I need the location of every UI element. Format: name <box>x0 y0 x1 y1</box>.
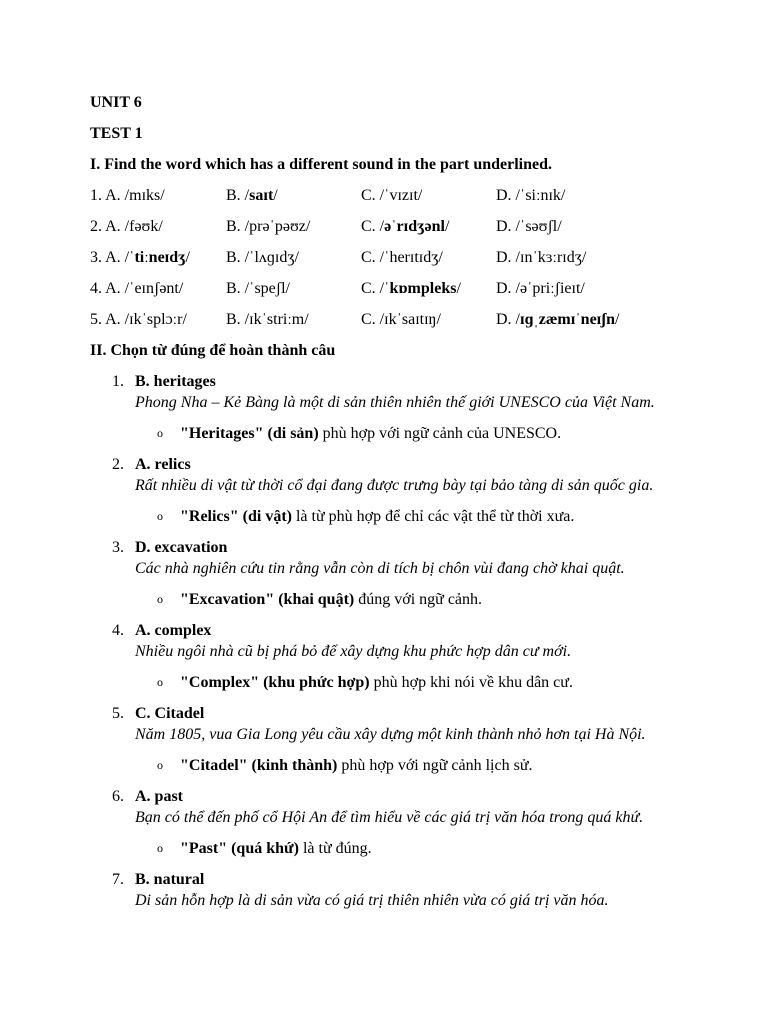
option-c: C. /ˈkɒmpleks/ <box>361 280 461 297</box>
item-sentence: Năm 1805, vua Gia Long yêu cầu xây dựng một kinh thành nhỏ hơn tại Hà Nội. <box>135 726 646 743</box>
option-b: B. /ˈlʌɡɪdʒ/ <box>226 249 299 266</box>
item-number: 7. <box>112 871 124 888</box>
section2-heading: II. Chọn từ đúng để hoàn thành câu <box>90 342 336 359</box>
highlighted-answer: əˈrɪdʒənl <box>384 218 445 235</box>
item-note: o "Excavation" (khai quật) đúng với ngữ cảnh. <box>157 591 483 608</box>
list-item <box>90 537 710 620</box>
item-sentence: Phong Nha – Kẻ Bàng là một di sản thiên nhiên thế giới UNESCO của Việt Nam. <box>135 394 655 411</box>
list-item <box>90 869 710 919</box>
item-sentence: Các nhà nghiên cứu tin rằng vẫn còn di tích bị chôn vùi đang chờ khai quật. <box>135 560 625 577</box>
option-d: D. /əˈpriːʃieɪt/ <box>496 280 585 297</box>
question-row <box>90 309 710 340</box>
option-d: D. /ɪnˈkɜːrɪdʒ/ <box>496 249 587 266</box>
item-note: o "Heritages" (di sản) phù hợp với ngữ cảnh của UNESCO. <box>157 425 562 442</box>
option-b: B. /ˈspeʃl/ <box>226 280 290 297</box>
item-sentence: Rất nhiều di vật từ thời cổ đại đang được trưng bày tại bảo tàng di sản quốc gia. <box>135 477 654 494</box>
option-a: 2. A. /fəʊk/ <box>90 218 163 235</box>
option-b: B. /ɪkˈstriːm/ <box>226 311 309 328</box>
item-number: 1. <box>112 373 124 390</box>
highlighted-answer: ɪɡˌzæmɪˈneɪʃn <box>520 311 615 328</box>
list-item <box>90 703 710 786</box>
answer-list <box>90 371 710 919</box>
item-note: o "Citadel" (kinh thành) phù hợp với ngữ cảnh lịch sử. <box>157 757 533 774</box>
item-answer: C. Citadel <box>135 705 205 722</box>
item-number: 5. <box>112 705 124 722</box>
highlighted-answer: kɒmpleks <box>389 280 457 297</box>
question-row <box>90 247 710 278</box>
unit-title: UNIT 6 <box>90 94 142 111</box>
option-c: C. /ˈvɪzɪt/ <box>361 187 423 204</box>
question-row <box>90 185 710 216</box>
option-a: 5. A. /ɪkˈsplɔːr/ <box>90 311 187 328</box>
list-item <box>90 620 710 703</box>
item-note: o "Past" (quá khứ) là từ đúng. <box>157 840 372 857</box>
item-answer: A. relics <box>135 456 191 473</box>
option-a: 3. A. /ˈtiːneɪdʒ/ <box>90 249 190 266</box>
section1-heading: I. Find the word which has a different sound in the part underlined. <box>90 156 552 173</box>
item-sentence: Di sản hỗn hợp là di sản vừa có giá trị thiên nhiên vừa có giá trị văn hóa. <box>135 892 609 909</box>
item-note: o "Relics" (di vật) là từ phù hợp để chỉ các vật thể từ thời xưa. <box>157 508 575 525</box>
item-answer: A. past <box>135 788 184 805</box>
document-page <box>90 92 710 919</box>
list-item <box>90 454 710 537</box>
item-answer: D. excavation <box>135 539 228 556</box>
highlighted-answer: tiː <box>134 249 149 266</box>
option-d: D. /ɪɡˌzæmɪˈneɪʃn/ <box>496 311 620 328</box>
option-a: 4. A. /ˈeɪnʃənt/ <box>90 280 184 297</box>
option-b: B. /prəˈpəʊz/ <box>226 218 311 235</box>
item-number: 4. <box>112 622 124 639</box>
item-number: 2. <box>112 456 124 473</box>
test-title: TEST 1 <box>90 125 143 142</box>
item-sentence: Nhiều ngôi nhà cũ bị phá bỏ để xây dựng khu phức hợp dân cư mới. <box>135 643 572 660</box>
option-b: B. /saɪt/ <box>226 187 278 204</box>
question-row <box>90 278 710 309</box>
item-answer: B. heritages <box>135 373 216 390</box>
list-item <box>90 786 710 869</box>
bullet-icon: o <box>157 509 163 523</box>
item-number: 6. <box>112 788 124 805</box>
bullet-icon: o <box>157 675 163 689</box>
option-c: C. /əˈrɪdʒənl/ <box>361 218 450 235</box>
option-c: C. /ˈherɪtɪdʒ/ <box>361 249 443 266</box>
option-d: D. /ˈsəʊʃl/ <box>496 218 562 235</box>
item-number: 3. <box>112 539 124 556</box>
item-note: o "Complex" (khu phức hợp) phù hợp khi nói về khu dân cư. <box>157 674 573 691</box>
highlighted-answer: saɪt <box>249 187 274 204</box>
list-item <box>90 371 710 454</box>
bullet-icon: o <box>157 758 163 772</box>
bullet-icon: o <box>157 592 163 606</box>
item-sentence: Bạn có thể đến phố cổ Hội An để tìm hiểu về các giá trị văn hóa trong quá khứ. <box>135 809 644 826</box>
bullet-icon: o <box>157 841 163 855</box>
option-c: C. /ɪkˈsaɪtɪŋ/ <box>361 311 441 328</box>
option-a: 1. A. /mɪks/ <box>90 187 165 204</box>
option-d: D. /ˈsiːnɪk/ <box>496 187 566 204</box>
item-answer: A. complex <box>135 622 212 639</box>
bullet-icon: o <box>157 426 163 440</box>
item-answer: B. natural <box>135 871 205 888</box>
question-row <box>90 216 710 247</box>
